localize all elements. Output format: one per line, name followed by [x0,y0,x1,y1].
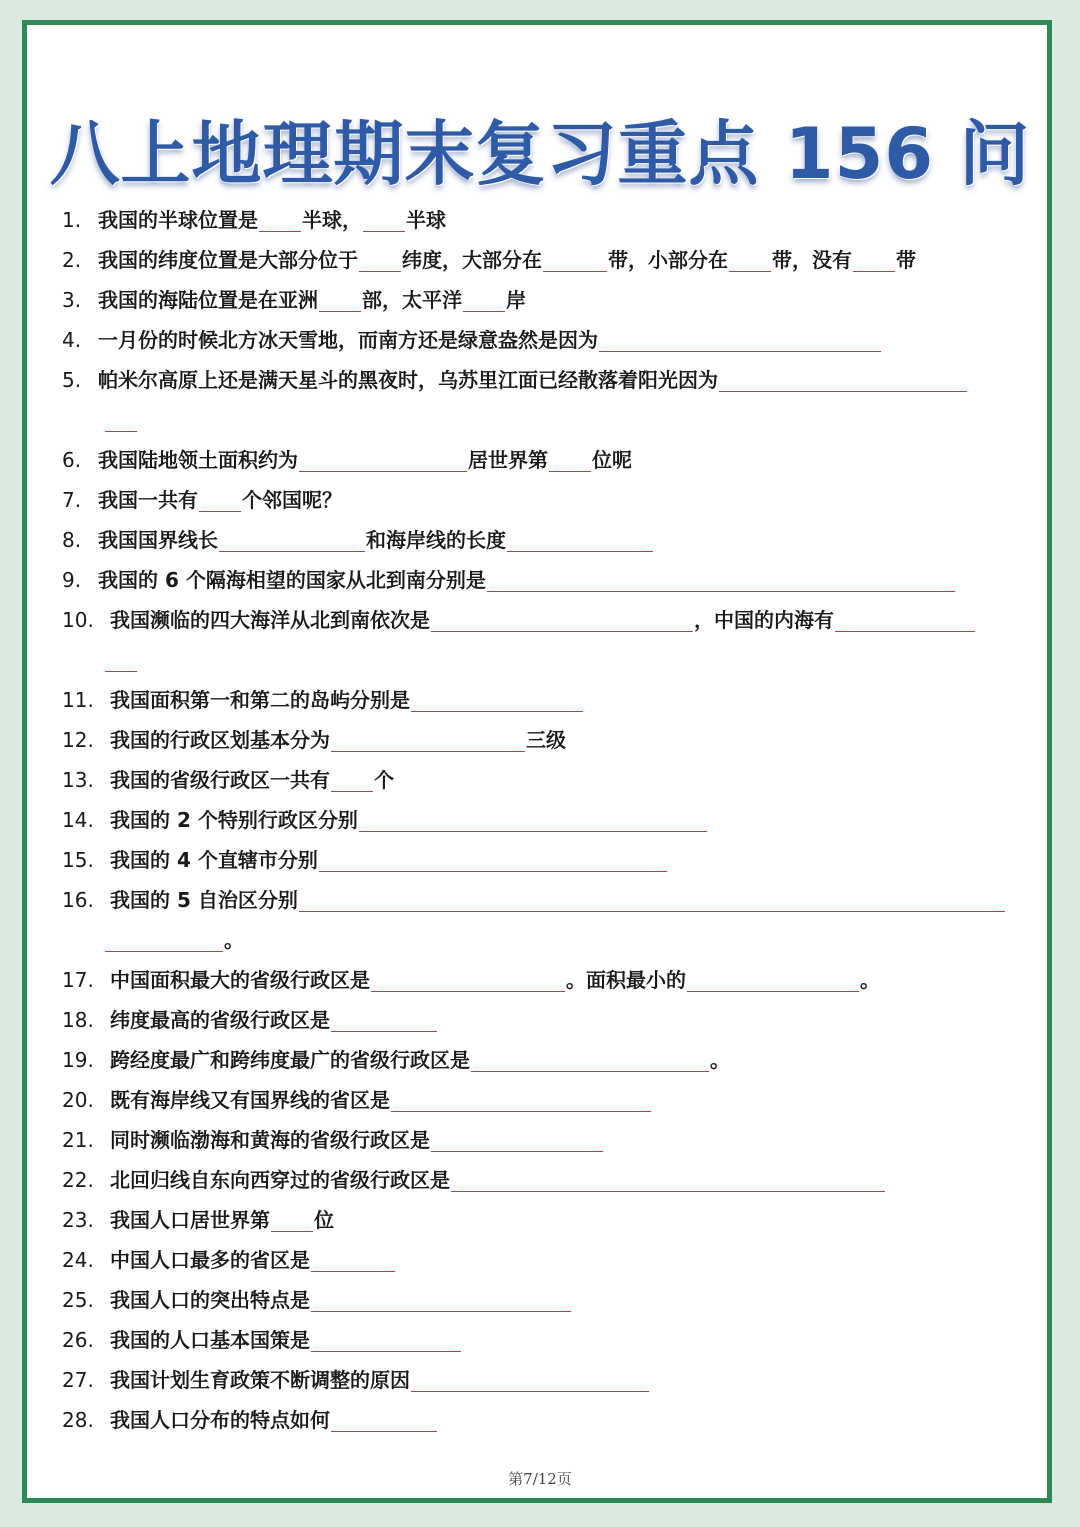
question-text: 我国濒临的四大海洋从北到南依次是 [110,608,430,632]
answer-blank[interactable] [391,1089,651,1112]
question-text: 半球， [302,208,362,232]
question-number: 9. [62,568,82,592]
answer-blank[interactable] [363,209,405,232]
question-number: 28. [62,1408,94,1432]
answer-blank[interactable] [507,529,653,552]
question-17 [62,960,1022,1000]
question-text: 一月份的时候北方冰天雪地，而南方还是绿意盎然是因为 [98,328,598,352]
question-number: 14. [62,808,94,832]
answer-blank[interactable] [543,249,607,272]
question-number: 17. [62,968,94,992]
answer-blank[interactable] [199,489,241,512]
answer-blank[interactable] [431,609,693,632]
question-5-continued [62,400,1022,440]
question-number: 23. [62,1208,94,1232]
question-number: 19. [62,1048,94,1072]
question-number: 1. [62,208,82,232]
question-6 [62,440,1022,480]
question-text: 既有海岸线又有国界线的省区是 [110,1088,390,1112]
question-text: 我国的海陆位置是在亚洲 [98,288,318,312]
question-text: 我国的人口基本国策是 [110,1328,310,1352]
question-19 [62,1040,1022,1080]
answer-blank[interactable] [219,529,365,552]
answer-blank[interactable] [853,249,895,272]
answer-blank[interactable] [359,249,401,272]
answer-blank[interactable] [319,289,361,312]
question-text: 同时濒临渤海和黄海的省级行政区是 [110,1128,430,1152]
answer-blank[interactable] [311,1289,571,1312]
question-number: 8. [62,528,82,552]
question-text: 。面积最小的 [566,968,686,992]
question-3 [62,280,1022,320]
question-number: 6. [62,448,82,472]
question-text: 跨经度最广和跨纬度最广的省级行政区是 [110,1048,470,1072]
question-text: 带 [896,248,916,272]
question-21 [62,1120,1022,1160]
answer-blank[interactable] [331,1409,437,1432]
question-22 [62,1160,1022,1200]
answer-blank[interactable] [105,649,137,672]
question-text: 。 [860,968,880,992]
question-number: 24. [62,1248,94,1272]
question-number: 21. [62,1128,94,1152]
answer-blank[interactable] [271,1209,313,1232]
question-number: 18. [62,1008,94,1032]
question-text: 我国的 6 个隔海相望的国家从北到南分别是 [98,568,486,592]
answer-blank[interactable] [371,969,565,992]
question-number: 27. [62,1368,94,1392]
question-text: 位呢 [592,448,632,472]
question-5 [62,360,1022,400]
answer-blank[interactable] [463,289,505,312]
answer-blank[interactable] [319,849,667,872]
question-text: 岸 [506,288,526,312]
question-25 [62,1280,1022,1320]
question-text: 我国陆地领土面积约为 [98,448,298,472]
question-16-continued [62,920,1022,960]
question-number: 26. [62,1328,94,1352]
question-text: 纬度，大部分在 [402,248,542,272]
question-text: 北回归线自东向西穿过的省级行政区是 [110,1168,450,1192]
question-number: 11. [62,688,94,712]
answer-blank[interactable] [105,409,137,432]
answer-blank[interactable] [105,929,223,952]
question-18 [62,1000,1022,1040]
question-text: 半球 [406,208,446,232]
question-text: 带，小部分在 [608,248,728,272]
question-text: 中国面积最大的省级行政区是 [110,968,370,992]
question-27 [62,1360,1022,1400]
question-24 [62,1240,1022,1280]
question-number: 15. [62,848,94,872]
question-20 [62,1080,1022,1120]
question-text: 我国的省级行政区一共有 [110,768,330,792]
question-text: 纬度最高的省级行政区是 [110,1008,330,1032]
question-4 [62,320,1022,360]
question-16 [62,880,1022,920]
question-text: 我国的 5 自治区分别 [110,888,298,912]
question-text: ，中国的内海有 [694,608,834,632]
question-11 [62,680,1022,720]
answer-blank[interactable] [599,329,881,352]
question-1 [62,200,1022,240]
question-number: 5. [62,368,82,392]
question-number: 13. [62,768,94,792]
question-text: 部，太平洋 [362,288,462,312]
question-23 [62,1200,1022,1240]
answer-blank[interactable] [331,769,373,792]
question-number: 25. [62,1288,94,1312]
question-number: 22. [62,1168,94,1192]
page-title: 八上地理期末复习重点 156 问 [49,113,1031,195]
question-text: 位 [314,1208,334,1232]
question-text: 个邻国呢？ [242,488,342,512]
question-28 [62,1400,1022,1440]
question-7 [62,480,1022,520]
question-list [62,200,1022,1440]
question-text: 我国国界线长 [98,528,218,552]
question-number: 7. [62,488,82,512]
answer-blank[interactable] [719,369,967,392]
question-9 [62,560,1022,600]
question-number: 16. [62,888,94,912]
question-text: 我国的 2 个特别行政区分别 [110,808,358,832]
question-8 [62,520,1022,560]
answer-blank[interactable] [729,249,771,272]
answer-blank[interactable] [299,449,467,472]
question-text: 。 [710,1048,730,1072]
answer-blank[interactable] [487,569,955,592]
answer-blank[interactable] [311,1329,461,1352]
question-number: 20. [62,1088,94,1112]
question-text: 我国的半球位置是 [98,208,258,232]
question-10-continued [62,640,1022,680]
answer-blank[interactable] [331,729,525,752]
question-26 [62,1320,1022,1360]
answer-blank[interactable] [549,449,591,472]
question-text: 我国面积第一和第二的岛屿分别是 [110,688,410,712]
answer-blank[interactable] [359,809,707,832]
question-text: 和海岸线的长度 [366,528,506,552]
answer-blank[interactable] [835,609,975,632]
page-number: 第7/12页 [508,1470,572,1488]
question-10 [62,600,1022,640]
answer-blank[interactable] [687,969,859,992]
answer-blank[interactable] [411,689,583,712]
question-text: 带，没有 [772,248,852,272]
answer-blank[interactable] [431,1129,603,1152]
question-number: 2. [62,248,82,272]
question-number: 4. [62,328,82,352]
answer-blank[interactable] [311,1249,395,1272]
question-text: 三级 [526,728,566,752]
question-text: 我国的 4 个直辖市分别 [110,848,318,872]
answer-blank[interactable] [451,1169,885,1192]
question-text: 我国的行政区划基本分为 [110,728,330,752]
question-text: 我国一共有 [98,488,198,512]
question-text: 个 [374,768,394,792]
question-number: 12. [62,728,94,752]
question-15 [62,840,1022,880]
answer-blank[interactable] [331,1009,437,1032]
question-text: 居世界第 [468,448,548,472]
question-2 [62,240,1022,280]
question-number: 3. [62,288,82,312]
question-text: 帕米尔高原上还是满天星斗的黑夜时，乌苏里江面已经散落着阳光因为 [98,368,718,392]
answer-blank[interactable] [411,1369,649,1392]
question-text: 中国人口最多的省区是 [110,1248,310,1272]
question-text: 我国人口的突出特点是 [110,1288,310,1312]
question-text: 我国的纬度位置是大部分位于 [98,248,358,272]
question-12 [62,720,1022,760]
answer-blank[interactable] [299,889,1005,912]
question-text: 。 [224,928,244,952]
question-number: 10. [62,608,94,632]
answer-blank[interactable] [471,1049,709,1072]
question-14 [62,800,1022,840]
question-text: 我国人口分布的特点如何 [110,1408,330,1432]
question-text: 我国人口居世界第 [110,1208,270,1232]
question-text: 我国计划生育政策不断调整的原因 [110,1368,410,1392]
question-13 [62,760,1022,800]
answer-blank[interactable] [259,209,301,232]
